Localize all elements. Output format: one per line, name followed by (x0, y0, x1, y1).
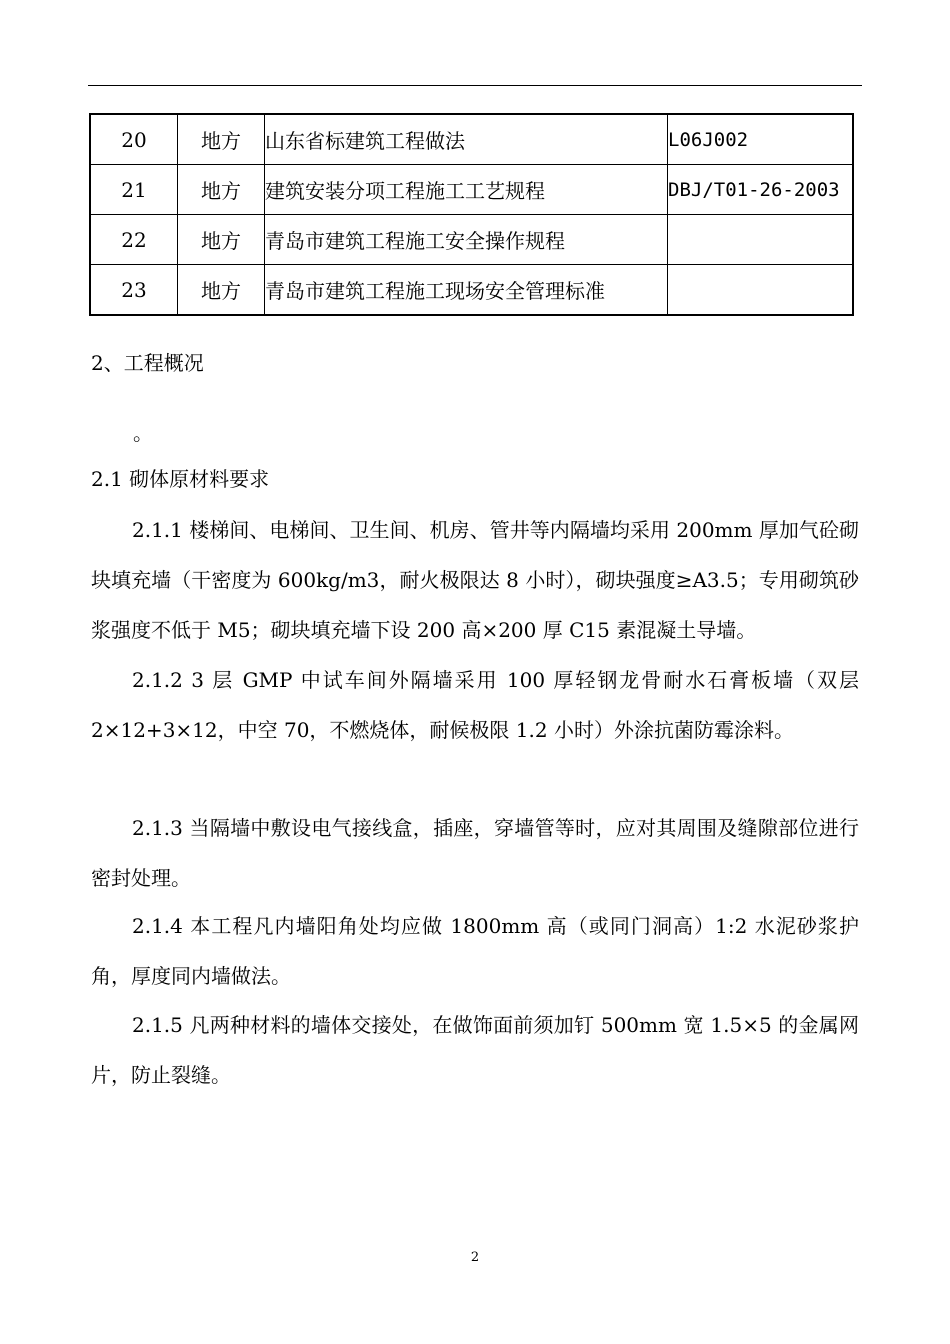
standards-table (89, 113, 854, 316)
section-heading: 2、工程概况 (91, 351, 204, 375)
subsection-heading: 2.1 砌体原材料要求 (91, 467, 270, 491)
row-standard-name: 山东省标建筑工程做法 (265, 114, 668, 165)
table-row (90, 165, 853, 215)
row-level: 地方 (178, 114, 265, 165)
table-row (90, 215, 853, 265)
row-standard-code (668, 215, 854, 265)
paragraph-2-1-4: 2.1.4 本工程凡内墙阳角处均应做 1800mm 高（或同门洞高）1:2 水泥砂浆护角，厚度同内墙做法。 (91, 914, 859, 988)
row-number: 23 (90, 265, 178, 316)
placeholder-mark: 。 (133, 421, 153, 445)
row-level: 地方 (178, 265, 265, 316)
page-number: 2 (470, 1250, 480, 1265)
row-level: 地方 (178, 215, 265, 265)
paragraph-2-1-5: 2.1.5 凡两种材料的墙体交接处，在做饰面前须加钉 500mm 宽 1.5×5 的金属网片，防止裂缝。 (91, 1013, 859, 1087)
row-standard-code: DBJ/T01-26-2003 (668, 165, 854, 215)
header-rule (88, 85, 862, 86)
row-standard-name: 青岛市建筑工程施工安全操作规程 (265, 215, 668, 265)
row-standard-name: 建筑安装分项工程施工工艺规程 (265, 165, 668, 215)
row-standard-code (668, 265, 854, 316)
row-standard-name: 青岛市建筑工程施工现场安全管理标准 (265, 265, 668, 316)
paragraph-2-1-1: 2.1.1 楼梯间、电梯间、卫生间、机房、管井等内隔墙均采用 200mm 厚加气砼砌块填充墙（干密度为 600kg/m3，耐火极限达 8 小时），砌块强度≥A3.5；专用砌筑砂浆强度不低于 M5；砌块填充墙下设 200 高×200 厚 C15 素混凝土导墙。 (91, 518, 859, 642)
table-row (90, 114, 853, 165)
table-row (90, 265, 853, 316)
paragraph-2-1-3: 2.1.3 当隔墙中敷设电气接线盒，插座，穿墙管等时，应对其周围及缝隙部位进行密封处理。 (91, 816, 859, 890)
paragraph-2-1-2: 2.1.2 3 层 GMP 中试车间外隔墙采用 100 厚轻钢龙骨耐水石膏板墙（双层 2×12+3×12，中空 70，不燃烧体，耐候极限 1.2 小时）外涂抗菌防霉涂料。 (91, 668, 859, 742)
row-standard-code: L06J002 (668, 114, 854, 165)
row-level: 地方 (178, 165, 265, 215)
row-number: 22 (90, 215, 178, 265)
row-number: 20 (90, 114, 178, 165)
row-number: 21 (90, 165, 178, 215)
